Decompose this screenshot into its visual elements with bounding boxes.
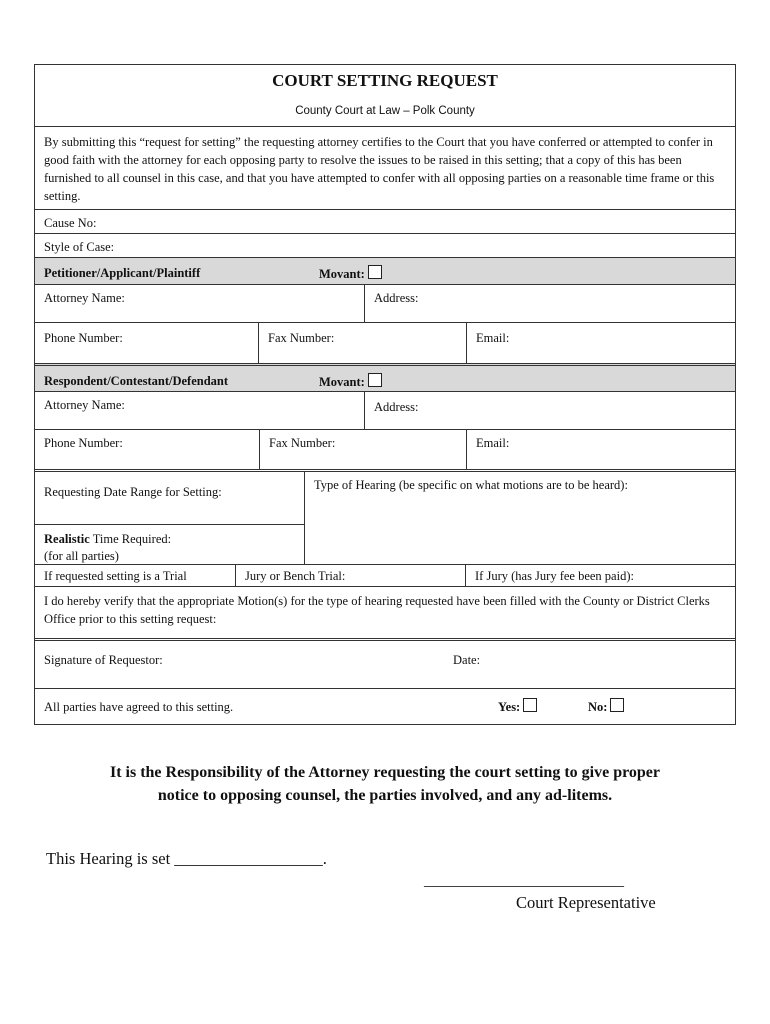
respondent-movant-checkbox[interactable]: [368, 373, 382, 387]
style-of-case-field[interactable]: Style of Case:: [35, 233, 735, 257]
petitioner-movant-checkbox[interactable]: [368, 265, 382, 279]
signature-field[interactable]: Signature of Requestor:: [44, 653, 163, 667]
respondent-header: [35, 363, 735, 391]
respondent-movant: Movant:: [310, 366, 382, 391]
respondent-fax-field[interactable]: Fax Number:: [259, 430, 466, 469]
certification-row: [35, 126, 735, 209]
verify-row: [35, 586, 735, 638]
trial-row: [35, 564, 735, 586]
respondent-attorney-row: [35, 391, 735, 429]
representative-label: Court Representative: [516, 893, 656, 912]
time-required-field[interactable]: Realistic Time Required: (for all parties): [44, 532, 172, 563]
certification-text: By submitting this “request for setting” the requesting attorney certifies to the Court that you have conferred or attempted to confer in good faith with the attorney for each opposing party to resolve the issues to be raised in this setting; that a copy of this has been furnished to all counsel in this case, and that you have attempted to confer with all opposing parties on a reasonable time frame or this setting.: [44, 135, 715, 203]
petitioner-heading: Petitioner/Applicant/Plaintiff: [44, 266, 201, 280]
respondent-heading: Respondent/Contestant/Defendant: [44, 374, 229, 388]
petitioner-header: [35, 257, 735, 284]
jury-fee-field[interactable]: If Jury (has Jury fee been paid):: [465, 565, 735, 586]
signature-row: [35, 638, 735, 688]
trial-label: If requested setting is a Trial: [44, 569, 187, 583]
respondent-phone-field[interactable]: Phone Number:: [44, 436, 123, 450]
agreement-yes: Yes:: [489, 689, 537, 724]
agreement-row: [35, 688, 735, 724]
form-subtitle: County Court at Law – Polk County: [295, 105, 475, 117]
respondent-contact-row: [35, 429, 735, 469]
cause-no-field[interactable]: Cause No:: [35, 209, 735, 233]
petitioner-fax-field[interactable]: Fax Number:: [258, 323, 466, 363]
agreement-no: No:: [579, 689, 624, 724]
petitioner-email-field[interactable]: Email:: [466, 323, 735, 363]
hearing-set-line[interactable]: This Hearing is set __________________.: [46, 849, 327, 868]
respondent-attorney-field[interactable]: Attorney Name:: [44, 398, 125, 412]
attorney-notice: It is the Responsibility of the Attorney requesting the court setting to give proper notice to opposing counsel, the parties involved, and any ad-litems.: [109, 764, 661, 804]
petitioner-address-field[interactable]: Address:: [364, 285, 735, 322]
petitioner-phone-field[interactable]: Phone Number:: [44, 331, 123, 345]
hearing-row: [35, 469, 735, 564]
date-field[interactable]: Date:: [453, 653, 481, 667]
agreement-label: All parties have agreed to this setting.: [44, 700, 234, 714]
court-setting-form: [34, 64, 736, 725]
representative-signature-line[interactable]: _________________________: [424, 872, 624, 889]
yes-checkbox[interactable]: [523, 698, 537, 712]
date-range-field[interactable]: Requesting Date Range for Setting:: [35, 472, 304, 525]
petitioner-attorney-field[interactable]: Attorney Name:: [44, 291, 125, 305]
hearing-type-field[interactable]: Type of Hearing (be specific on what motions are to be heard):: [304, 472, 735, 564]
petitioner-contact-row: [35, 322, 735, 363]
respondent-email-field[interactable]: Email:: [466, 430, 735, 469]
petitioner-movant: Movant:: [310, 258, 382, 284]
petitioner-attorney-row: [35, 284, 735, 322]
form-title: COURT SETTING REQUEST: [272, 71, 498, 90]
jury-bench-field[interactable]: Jury or Bench Trial:: [235, 565, 465, 586]
verify-text: I do hereby verify that the appropriate Motion(s) for the type of hearing requested have been filled with the County or District Clerks Office prior to this setting request:: [44, 594, 710, 626]
respondent-address-field[interactable]: Address:: [364, 392, 735, 429]
no-checkbox[interactable]: [610, 698, 624, 712]
